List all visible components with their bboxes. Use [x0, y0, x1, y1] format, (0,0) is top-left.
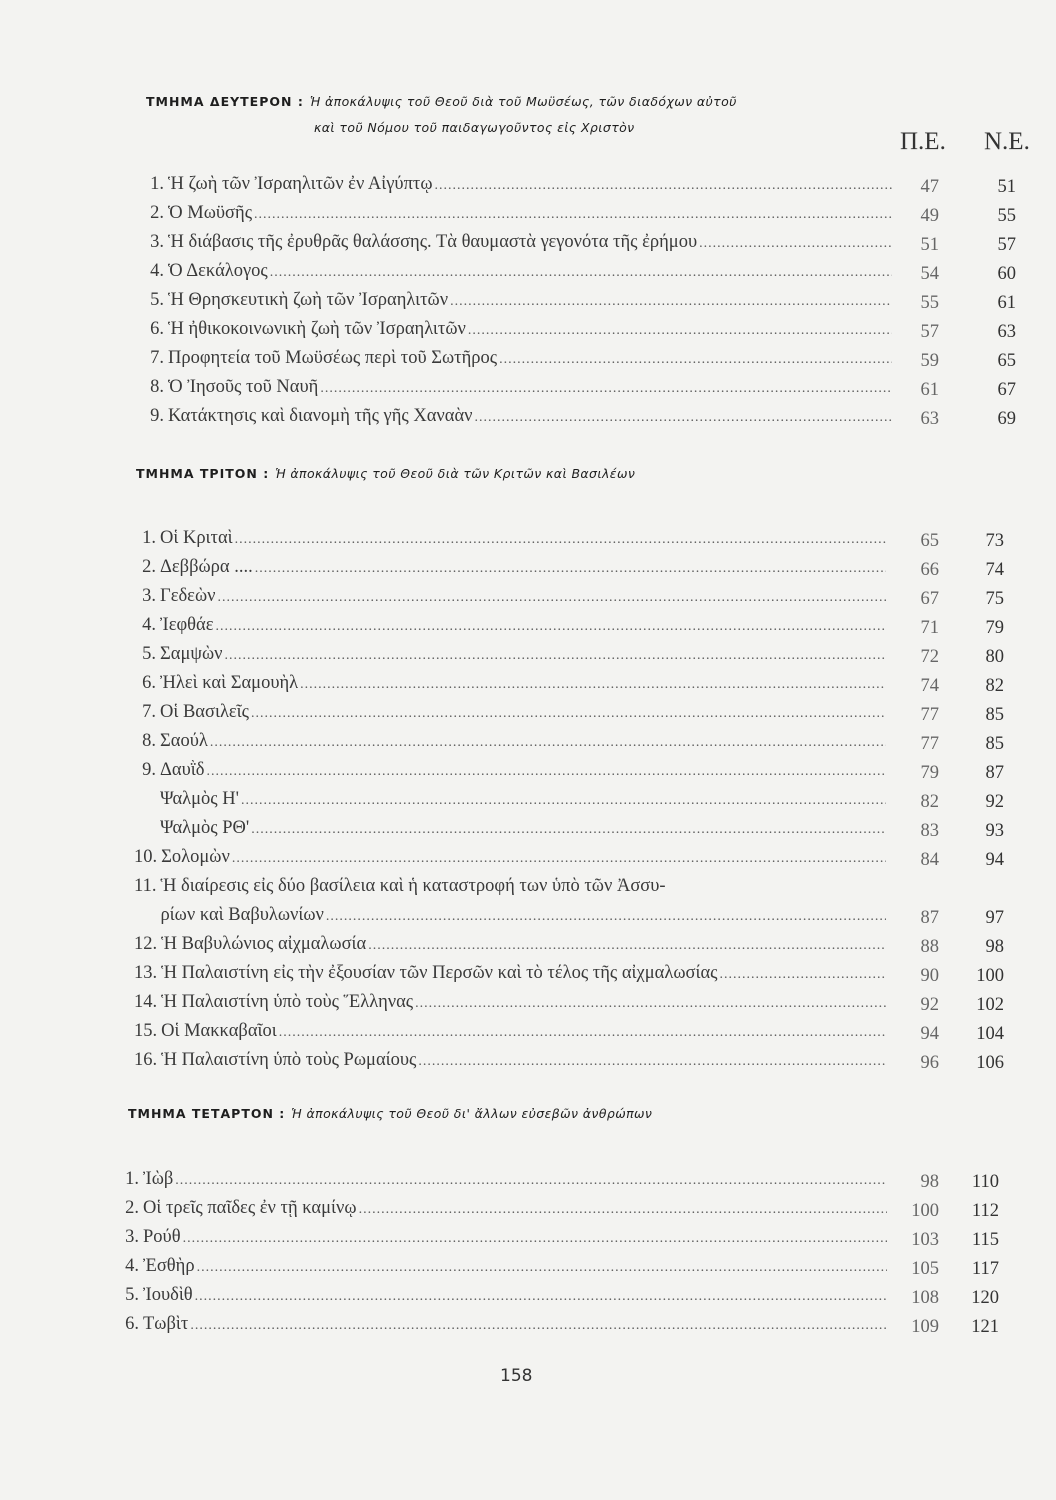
toc-row: [142, 226, 1022, 256]
dot-leader: [719, 967, 886, 983]
page-pe: 51: [920, 235, 939, 255]
page-pe: 100: [911, 1201, 939, 1221]
toc-entry: [142, 232, 892, 253]
page-ne: 85: [985, 734, 1004, 754]
toc-entry: [134, 847, 886, 868]
toc-title: Ἡ ζωὴ τῶν Ἰσραηλιτῶν ἐν Αἰγύπτῳ: [168, 174, 433, 194]
page-pe: 105: [911, 1259, 939, 1279]
page-ne: 67: [997, 380, 1016, 400]
toc-row: [134, 1015, 1010, 1045]
toc-number: 9.: [142, 760, 156, 780]
toc-row: [142, 342, 1022, 372]
toc-number: 5.: [142, 644, 156, 664]
page-ne: 73: [985, 531, 1004, 551]
dot-leader: [255, 561, 886, 577]
page-pe: 103: [911, 1230, 939, 1250]
page-ne: 110: [971, 1172, 999, 1192]
toc-entry: [134, 557, 886, 578]
page-ne: 51: [997, 177, 1016, 197]
toc-title: Σαούλ: [160, 731, 208, 751]
page-pe: 90: [920, 966, 939, 986]
toc-number: 5.: [150, 290, 164, 310]
section-4-label: ΤΜΗΜΑ ΤΕΤΑΡΤΟΝ :: [128, 1106, 286, 1121]
toc-number: 1.: [150, 174, 164, 194]
page-ne: 65: [997, 351, 1016, 371]
toc-row: [117, 1250, 1005, 1280]
page-ne: 60: [997, 264, 1016, 284]
page-pe: 54: [920, 264, 939, 284]
toc-number: 6.: [150, 319, 164, 339]
toc-number: 15.: [134, 1021, 158, 1041]
toc-entry: [117, 1169, 887, 1190]
dot-leader: [206, 764, 886, 780]
page-ne: 92: [985, 792, 1004, 812]
toc-entry: [134, 702, 886, 723]
dot-leader: [418, 1054, 886, 1070]
toc-entry: [117, 1227, 887, 1248]
page-ne: 63: [997, 322, 1016, 342]
toc-number: 8.: [142, 731, 156, 751]
page-ne: 75: [985, 589, 1004, 609]
toc-entry: [142, 406, 892, 427]
page-pe: 49: [920, 206, 939, 226]
dot-leader: [279, 1025, 886, 1041]
toc-number: 10.: [134, 847, 158, 867]
page-ne: 85: [985, 705, 1004, 725]
toc-entry: [134, 528, 886, 549]
toc-entry: [117, 1256, 887, 1277]
dot-leader: [499, 352, 892, 368]
toc-title: Σολομὼν: [161, 847, 230, 867]
toc-entry: [134, 963, 886, 984]
section-2-label: ΤΜΗΜΑ ΔΕΥΤΕΡΟΝ :: [146, 94, 304, 109]
page-pe: 92: [920, 995, 939, 1015]
page-pe: 55: [920, 293, 939, 313]
toc-number: 1.: [125, 1169, 139, 1189]
toc-title: Ἡ Παλαιστίνη ὑπὸ τοὺς Ἕλληνας: [161, 992, 414, 1012]
toc-title: Οἱ Κριταὶ: [160, 528, 233, 548]
page-ne: 80: [985, 647, 1004, 667]
toc-entry: [142, 290, 892, 311]
dot-leader: [468, 323, 892, 339]
page-ne: 82: [985, 676, 1004, 696]
page-ne: 106: [976, 1053, 1004, 1073]
toc-title: Ἡ ἠθικοκοινωνικὴ ζωὴ τῶν Ἰσραηλιτῶν: [168, 319, 466, 339]
toc-row: [134, 754, 1010, 784]
toc-entry: [142, 261, 892, 282]
toc-entry: [134, 1021, 886, 1042]
toc-row: [117, 1308, 1005, 1338]
toc-entry: [117, 1285, 887, 1306]
toc-number: 13.: [134, 963, 158, 983]
dot-leader: [215, 619, 886, 635]
toc-title: Ὁ Δεκάλογος: [168, 261, 268, 281]
toc-number: 4.: [125, 1256, 139, 1276]
toc-row: [134, 551, 1010, 581]
dot-leader: [197, 1260, 887, 1276]
toc-entry: [134, 818, 886, 839]
toc-number: 1.: [142, 528, 156, 548]
dot-leader: [175, 1173, 887, 1189]
toc-title: Ἡ Παλαιστίνη εἰς τὴν ἐξουσίαν τῶν Περσῶν καὶ τὸ τέλος τῆς αἰχμαλωσίας: [161, 963, 718, 983]
toc-entry: [142, 319, 892, 340]
dot-leader: [300, 677, 886, 693]
toc-row: [134, 725, 1010, 755]
toc-entry: [134, 876, 934, 897]
page-ne: 98: [985, 937, 1004, 957]
page-pe: 79: [920, 763, 939, 783]
dot-leader: [359, 1202, 887, 1218]
toc-title: Ἠλεὶ καὶ Σαμουὴλ: [160, 673, 299, 693]
toc-number: 3.: [125, 1227, 139, 1247]
page-ne: 55: [997, 206, 1016, 226]
toc-title: Ὁ Μωϋσῆς: [168, 203, 253, 223]
section-2-description: Ἡ ἀποκάλυψις τοῦ Θεοῦ διὰ τοῦ Μωϋσέως, τῶν διαδόχων αὐτοῦ: [309, 94, 737, 109]
page-ne: 121: [971, 1317, 999, 1337]
toc-title: Ἡ Παλαιστίνη ὑπὸ τοὺς Ρωμαίους: [161, 1050, 417, 1070]
column-header-pe: Π.Ε.: [900, 128, 946, 155]
dot-leader: [254, 207, 892, 223]
dot-leader: [415, 996, 886, 1012]
page-pe: 96: [920, 1053, 939, 1073]
toc-number: 12.: [134, 934, 158, 954]
toc-row: [134, 899, 1010, 929]
toc-entry: [142, 377, 892, 398]
toc-title: Σαμψὼν: [160, 644, 223, 664]
toc-entry: [134, 615, 886, 636]
dot-leader: [326, 909, 886, 925]
page-pe: 83: [920, 821, 939, 841]
page-pe: 84: [920, 850, 939, 870]
dot-leader: [435, 178, 892, 194]
toc-row: [134, 812, 1010, 842]
toc-row: [142, 255, 1022, 285]
page-ne: 61: [997, 293, 1016, 313]
toc-title: Ἡ Θρησκευτικὴ ζωὴ τῶν Ἰσραηλιτῶν: [168, 290, 449, 310]
toc-entry: [134, 731, 886, 752]
page-ne: 115: [971, 1230, 999, 1250]
dot-leader: [320, 381, 892, 397]
page-number: 158: [500, 1366, 533, 1386]
toc-number: 6.: [125, 1314, 139, 1334]
section-4-description: Ἡ ἀποκάλυψις τοῦ Θεοῦ δι' ἄλλων εὐσεβῶν ἀνθρώπων: [291, 1106, 653, 1121]
toc-entry: [134, 992, 886, 1013]
toc-title: Ὁ Ἰησοῦς τοῦ Ναυῆ: [168, 377, 319, 397]
toc-title: Οἱ τρεῖς παῖδες ἐν τῇ καμίνῳ: [143, 1198, 357, 1218]
section-3-label: ΤΜΗΜΑ ΤΡΙΤΟΝ :: [136, 466, 270, 481]
page-ne: 112: [971, 1201, 999, 1221]
page-pe: 63: [920, 409, 939, 429]
page-ne: 97: [985, 908, 1004, 928]
toc-row: [134, 928, 1010, 958]
page-ne: 79: [985, 618, 1004, 638]
toc-entry: [117, 1198, 887, 1219]
page-ne: 104: [976, 1024, 1004, 1044]
toc-entry: [134, 905, 886, 926]
toc-number: 4.: [150, 261, 164, 281]
toc-row: [134, 841, 1010, 871]
page-ne: 93: [985, 821, 1004, 841]
page-pe: 94: [920, 1024, 939, 1044]
toc-number: 3.: [150, 232, 164, 252]
toc-row: [142, 284, 1022, 314]
toc-number: 4.: [142, 615, 156, 635]
page-pe: 61: [920, 380, 939, 400]
dot-leader: [183, 1231, 887, 1247]
toc-entry: [142, 348, 892, 369]
page-pe: 47: [920, 177, 939, 197]
dot-leader: [241, 793, 886, 809]
section-4-heading: [128, 1106, 652, 1121]
toc-number: 9.: [150, 406, 164, 426]
toc-row: [134, 696, 1010, 726]
toc-number: 8.: [150, 377, 164, 397]
toc-entry: [134, 934, 886, 955]
column-header-ne: Ν.Ε.: [984, 128, 1030, 155]
toc-title: Ἐσθὴρ: [143, 1256, 195, 1276]
toc-row: [117, 1279, 1005, 1309]
section-2-description-cont: καὶ τοῦ Νόμου τοῦ παιδαγωγοῦντος εἰς Χριστὸν: [314, 120, 635, 135]
dot-leader: [190, 1318, 887, 1334]
toc-title: Ρούθ: [143, 1227, 181, 1247]
toc-title: Ψαλμὸς ΡΘ': [160, 818, 250, 838]
toc-row: [134, 986, 1010, 1016]
page-ne: 74: [985, 560, 1004, 580]
page-pe: 82: [920, 792, 939, 812]
toc-title: Κατάκτησις καὶ διανομὴ τῆς γῆς Χαναὰν: [168, 406, 473, 426]
toc-title: Ἡ διαίρεσις εἰς δύο βασίλεια καὶ ἡ καταστροφή των ὑπὸ τῶν Ἀσσυ-: [160, 876, 666, 896]
toc-row: [142, 400, 1022, 430]
dot-leader: [270, 265, 892, 281]
section-2-heading: [146, 94, 737, 109]
page-pe: 88: [920, 937, 939, 957]
toc-title: Γεδεὼν: [160, 586, 216, 606]
dot-leader: [251, 822, 886, 838]
page-pe: 108: [911, 1288, 939, 1308]
dot-leader: [235, 532, 886, 548]
toc-row: [142, 197, 1022, 227]
toc-number: 3.: [142, 586, 156, 606]
section-3-heading: [136, 466, 635, 481]
page-pe: 109: [911, 1317, 939, 1337]
dot-leader: [210, 735, 886, 751]
page-pe: 77: [920, 705, 939, 725]
toc-title: Ψαλμὸς Η': [160, 789, 239, 809]
toc-number: 11.: [134, 876, 157, 896]
dot-leader: [699, 236, 892, 252]
page-pe: 74: [920, 676, 939, 696]
toc-row: [134, 957, 1010, 987]
toc-entry: [134, 760, 886, 781]
toc-row: [142, 168, 1022, 198]
toc-title: Ἡ Βαβυλώνιος αἰχμαλωσία: [161, 934, 367, 954]
toc-title: Ἰὼβ: [143, 1169, 174, 1189]
toc-row: [134, 522, 1010, 552]
toc-row: [134, 783, 1010, 813]
dot-leader: [251, 706, 886, 722]
toc-title: Τωβὶτ: [143, 1314, 189, 1334]
toc-row-line1: [134, 870, 1034, 900]
toc-row: [134, 1044, 1010, 1074]
toc-number: 2.: [142, 557, 156, 577]
toc-title: Ἡ διάβασις τῆς ἐρυθρᾶς θαλάσσης. Τὰ θαυμαστὰ γεγονότα τῆς ἐρήμου: [168, 232, 698, 252]
toc-entry: [134, 673, 886, 694]
toc-entry: [134, 1050, 886, 1071]
page-ne: 69: [997, 409, 1016, 429]
page-pe: 66: [920, 560, 939, 580]
page-ne: 102: [976, 995, 1004, 1015]
page-pe: 77: [920, 734, 939, 754]
dot-leader: [218, 590, 887, 606]
page-ne: 120: [971, 1288, 999, 1308]
page-ne: 87: [985, 763, 1004, 783]
page-pe: 65: [920, 531, 939, 551]
toc-row: [134, 638, 1010, 668]
page-ne: 100: [976, 966, 1004, 986]
toc-entry: [134, 644, 886, 665]
page-ne: 57: [997, 235, 1016, 255]
toc-title: Προφητεία τοῦ Μωϋσέως περὶ τοῦ Σωτῆρος: [168, 348, 498, 368]
toc-title: Δεββώρα ....: [160, 557, 253, 577]
toc-row: [142, 313, 1022, 343]
toc-row: [117, 1192, 1005, 1222]
page-pe: 57: [920, 322, 939, 342]
toc-title: Ἰουδὶθ: [143, 1285, 193, 1305]
dot-leader: [368, 938, 886, 954]
toc-title: Οἱ Βασιλεῖς: [160, 702, 249, 722]
toc-row: [134, 580, 1010, 610]
page-pe: 71: [920, 618, 939, 638]
page-pe: 67: [920, 589, 939, 609]
toc-number: 2.: [125, 1198, 139, 1218]
toc-number: 14.: [134, 992, 158, 1012]
toc-number: 5.: [125, 1285, 139, 1305]
page-pe: 72: [920, 647, 939, 667]
toc-number: 6.: [142, 673, 156, 693]
dot-leader: [195, 1289, 887, 1305]
toc-entry: [134, 789, 886, 810]
toc-row: [134, 609, 1010, 639]
toc-title: Οἱ Μακκαβαῖοι: [161, 1021, 277, 1041]
toc-entry: [117, 1314, 887, 1335]
dot-leader: [225, 648, 886, 664]
toc-number: 7.: [150, 348, 164, 368]
dot-leader: [475, 410, 892, 426]
toc-row: [117, 1163, 1005, 1193]
page-pe: 98: [920, 1172, 939, 1192]
toc-title-cont: ρίων καὶ Βαβυλωνίων: [160, 905, 324, 925]
toc-number: 2.: [150, 203, 164, 223]
page-ne: 117: [971, 1259, 999, 1279]
toc-entry: [142, 174, 892, 195]
dot-leader: [450, 294, 892, 310]
page-pe: 87: [920, 908, 939, 928]
toc-title: Ἰεφθάε: [160, 615, 214, 635]
toc-number: 16.: [134, 1050, 158, 1070]
dot-leader: [232, 851, 886, 867]
section-3-description: Ἡ ἀποκάλυψις τοῦ Θεοῦ διὰ τῶν Κριτῶν καὶ Βασιλέων: [275, 466, 636, 481]
page-pe: 59: [920, 351, 939, 371]
toc-row: [134, 667, 1010, 697]
page-ne: 94: [985, 850, 1004, 870]
toc-row: [117, 1221, 1005, 1251]
toc-title: Δαυῒδ: [160, 760, 205, 780]
toc-row: [142, 371, 1022, 401]
toc-number: 7.: [142, 702, 156, 722]
toc-entry: [142, 203, 892, 224]
toc-entry: [134, 586, 886, 607]
